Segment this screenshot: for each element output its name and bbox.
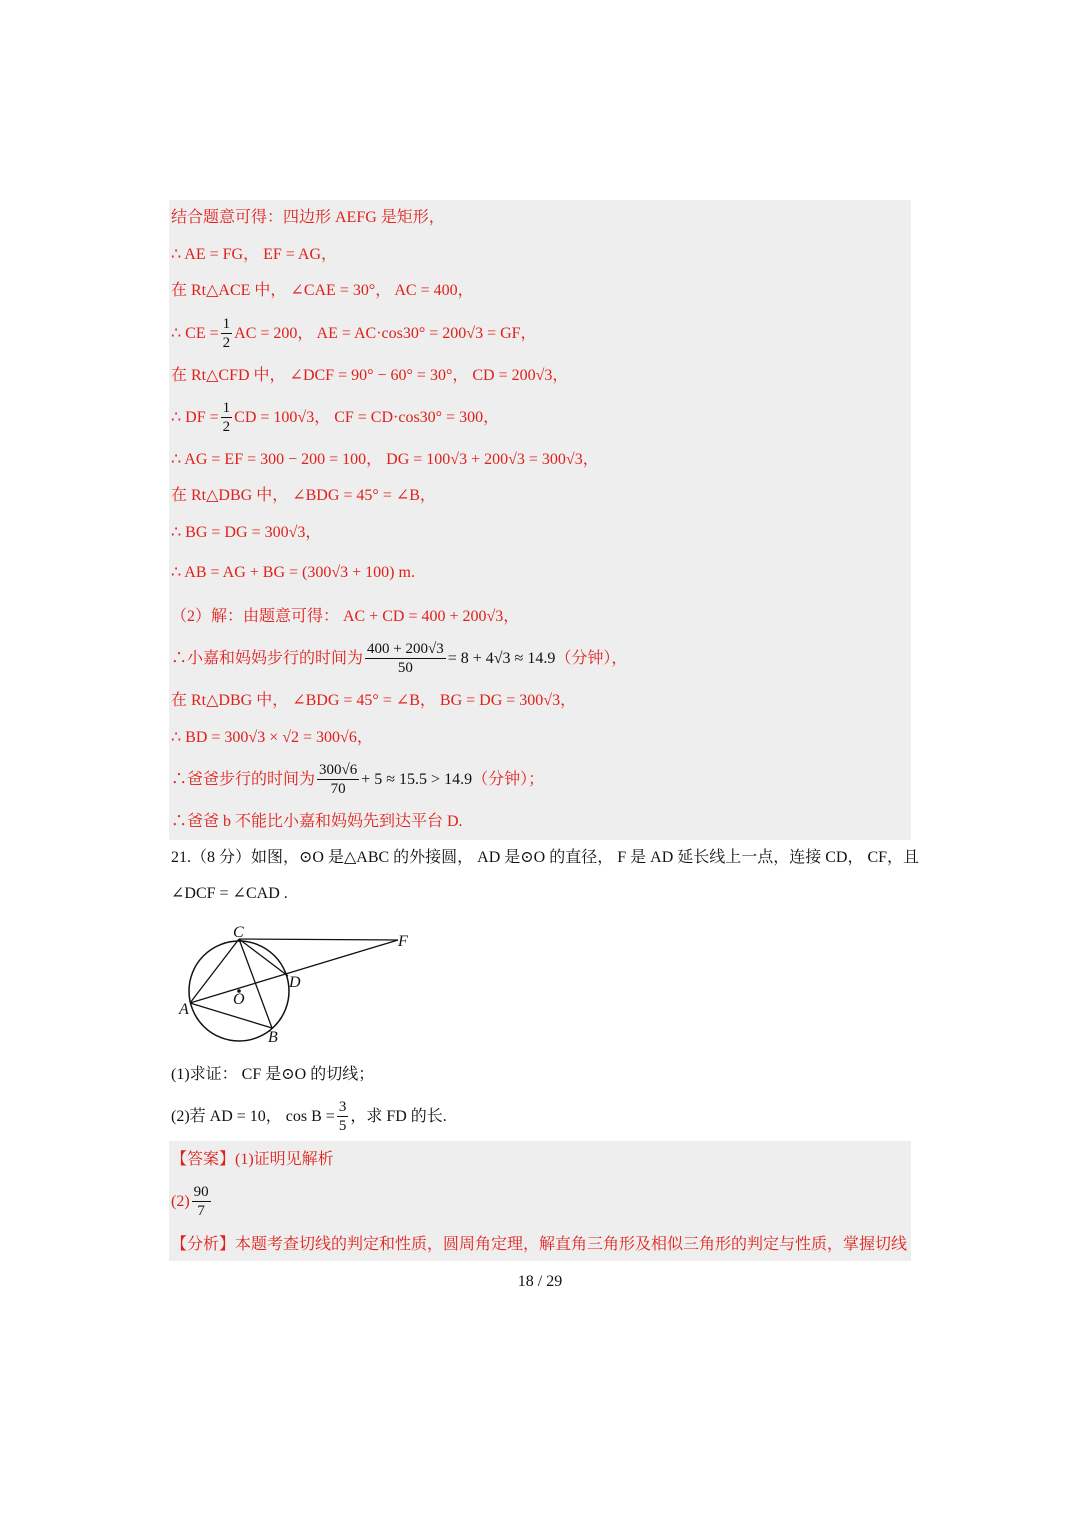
page-number: 18 / 29 [517, 1273, 563, 1290]
label-f: F [398, 933, 408, 950]
fraction: $\frac{300√6}{70}$ [319, 762, 358, 797]
solution-line-15: ∴爸爸步行的时间为 $\frac{300√6}{70}$ + 5 ≈ 15.5 > 14.9 （分钟）； [171, 762, 545, 797]
fraction: $\frac{90}{7}$ [193, 1184, 209, 1219]
line-af [190, 940, 398, 1003]
solution-line-11: （2）解：由题意可得： AC + CD = 400 + 200√3， [171, 608, 520, 625]
label-b: B [268, 1029, 278, 1046]
problem-statement: 21.（8 分）如图，⊙O 是△ABC 的外接圆， AD 是⊙O 的直径， F 是 AD 延长线上一点，连接 CD， CF，且 [171, 849, 920, 866]
answer-line-2: (2) $\frac{90}{7}$ [171, 1184, 209, 1219]
line-cf [239, 939, 398, 940]
solution-line-12: ∴小嘉和妈妈步行的时间为 $\frac{400 + 200√3}{50}$ = 8 + 4√3 ≈ 14.9 （分钟）， [171, 641, 628, 676]
solution-line-13: 在 Rt△DBG 中， ∠BDG = 45° = ∠B， BG = DG = 300√3， [171, 692, 577, 709]
fraction: $\frac{3}{5}$ [338, 1099, 347, 1134]
solution-line-2: ∴ AE = FG， EF = AG， [171, 246, 338, 263]
label-a: A [179, 1001, 189, 1018]
solution-line-7: ∴ AG = EF = 300 − 200 = 100， DG = 100√3 + 200√3 = 300√3， [171, 451, 599, 468]
analysis-line: 【分析】本题考查切线的判定和性质，圆周角定理，解直角三角形及相似三角形的判定与性质，掌握切线 [171, 1236, 908, 1253]
fraction: $\frac{400 + 200√3}{50}$ [367, 641, 444, 676]
fraction: $\frac{1}{2}$ [222, 400, 231, 435]
solution-line-6: ∴ DF = $\frac{1}{2}$ CD = 100√3， CF = CD·cos30° = 300， [171, 400, 500, 435]
label-d: D [289, 974, 301, 991]
segment-ac [190, 939, 239, 1003]
problem-part-1: (1)求证： CF 是⊙O 的切线； [171, 1066, 375, 1083]
problem-statement-2: ∠DCF = ∠CAD . [171, 885, 288, 902]
solution-line-14: ∴ BD = 300√3 × √2 = 300√6， [171, 729, 373, 746]
label-c: C [233, 924, 244, 941]
answer-line-1: 【答案】(1)证明见解析 [171, 1151, 334, 1168]
solution-line-10: ∴ AB = AG + BG = (300√3 + 100) m. [171, 564, 415, 581]
solution-line-16: ∴爸爸 b 不能比小嘉和妈妈先到达平台 D. [171, 813, 463, 830]
solution-line-4: ∴ CE = $\frac{1}{2}$ AC = 200， AE = AC·cos30° = 200√3 = GF， [171, 316, 537, 351]
solution-line-8: 在 Rt△DBG 中， ∠BDG = 45° = ∠B， [171, 487, 436, 504]
solution-line-5: 在 Rt△CFD 中， ∠DCF = 90° − 60° = 30°， CD = 200√3， [171, 367, 569, 384]
label-o: O [233, 991, 245, 1008]
fraction: $\frac{1}{2}$ [222, 316, 231, 351]
solution-line-9: ∴ BG = DG = 300√3， [171, 524, 322, 541]
solution-line-3: 在 Rt△ACE 中， ∠CAE = 30°， AC = 400， [171, 282, 474, 299]
problem-part-2: (2)若 AD = 10， cos B = $\frac{3}{5}$ ，求 FD 的长. [171, 1099, 447, 1134]
solution-line-1: 结合题意可得：四边形 AEFG 是矩形， [171, 209, 445, 226]
circle-geometry-figure [170, 918, 420, 1048]
